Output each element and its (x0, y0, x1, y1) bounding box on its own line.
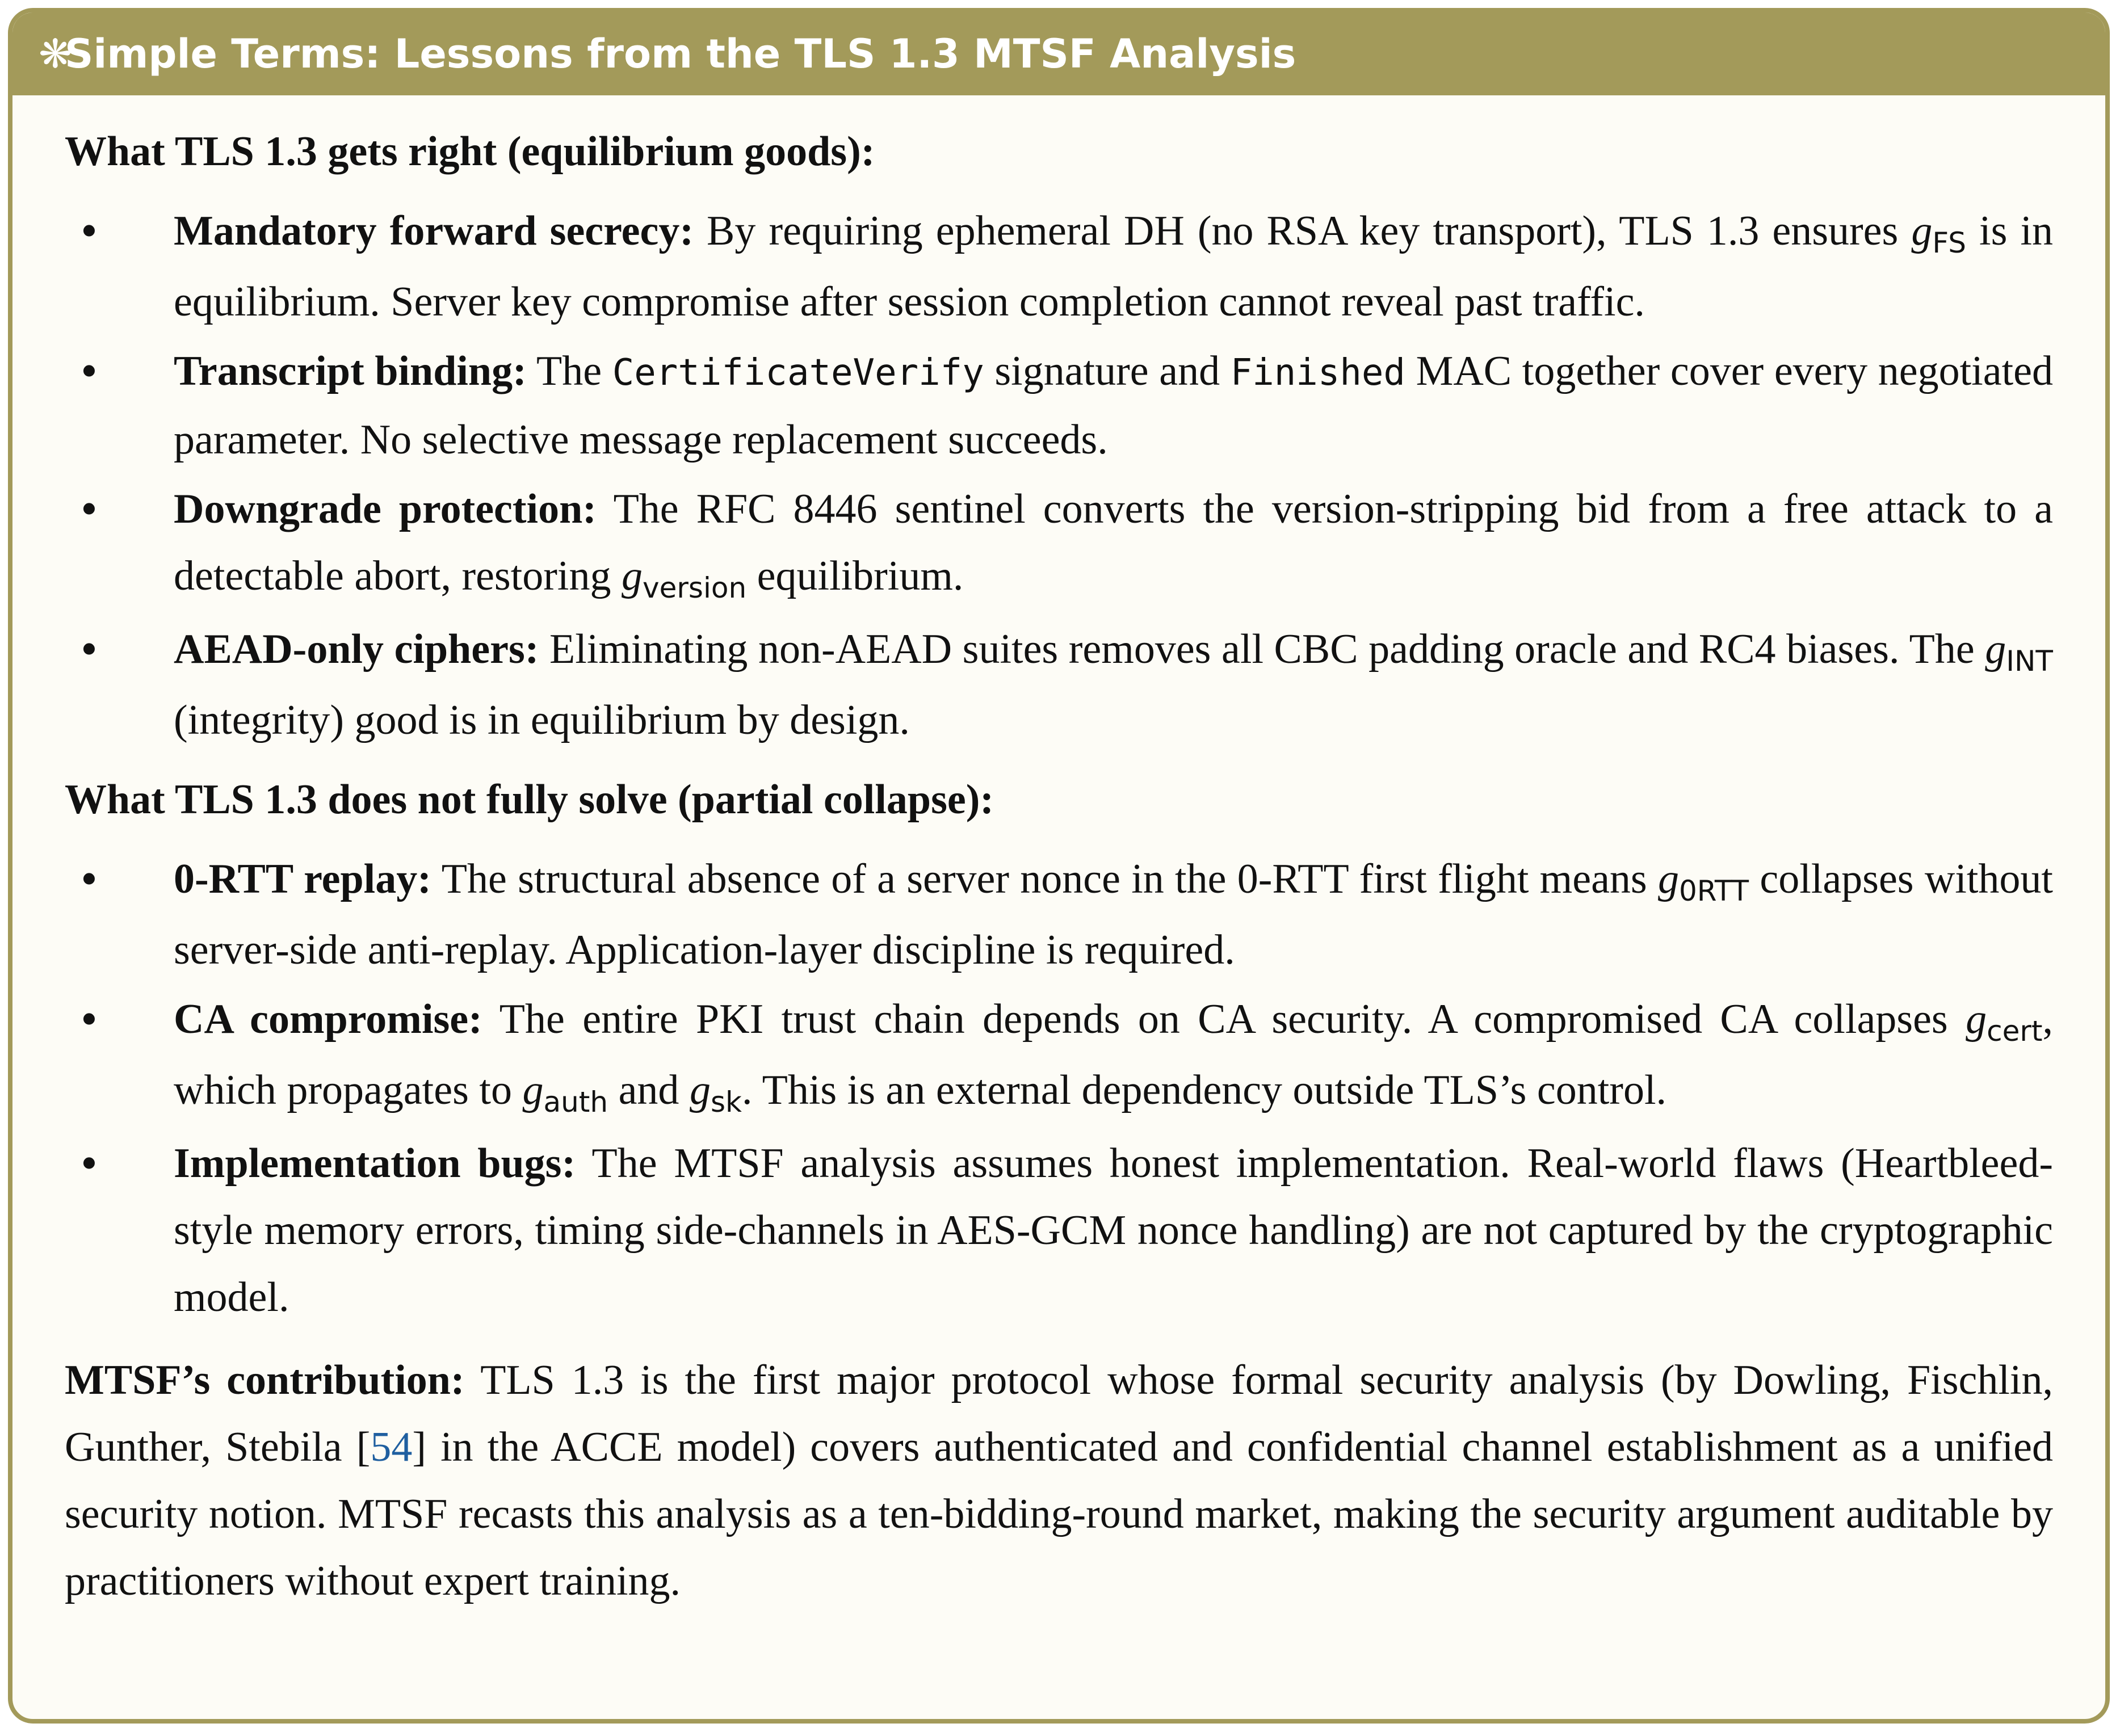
item-text: By requiring ephemeral DH (no RSA key transport), TLS 1.3 ensures (694, 208, 1912, 254)
item-text: equilibrium. (746, 553, 964, 599)
list-item (65, 616, 2053, 754)
math-g: g (1966, 996, 1987, 1043)
math-subscript: auth (543, 1086, 608, 1119)
math-subscript: cert (1987, 1015, 2043, 1048)
equilibrium-goods-list (65, 197, 2053, 754)
item-text: collapses without server-side anti-replay. Application-layer discipline is required. (174, 856, 2053, 973)
code-finished: Finished (1230, 352, 1405, 394)
contribution-term: MTSF’s contribution: (65, 1357, 465, 1403)
math-g: g (1985, 626, 2006, 672)
item-text: Eliminating non-AEAD suites removes all CBC padding oracle and RC4 biases. The (539, 626, 1985, 672)
item-text: and (608, 1067, 690, 1113)
item-text: The (526, 348, 612, 394)
math-g: g (622, 553, 643, 599)
item-term: Mandatory forward secrecy: (174, 208, 694, 254)
math-subscript: version (643, 571, 747, 604)
bullet-icon: • (82, 996, 96, 1043)
math-subscript: INT (2006, 645, 2053, 678)
item-term: CA compromise: (174, 996, 482, 1043)
item-text: The entire PKI trust chain depends on CA security. A compromised CA collapses (482, 996, 1966, 1043)
item-text: MAC together cover every negotiated parameter. No selective message replacement succeeds. (174, 348, 2053, 463)
simple-terms-box (8, 8, 2110, 1724)
item-text: The MTSF analysis assumes honest implementation. Real-world flaws (Heartbleed-style memory errors, timing side-channels in AES-GCM nonce handling) are not captured by the cryptographic model. (174, 1140, 2053, 1321)
partial-collapse-list (65, 846, 2053, 1331)
item-term: Implementation bugs: (174, 1140, 576, 1187)
box-title: Simple Terms: Lessons from the TLS 1.3 MTSF Analysis (65, 31, 1296, 77)
list-item (65, 1130, 2053, 1331)
item-text: signature and (984, 348, 1231, 394)
paragraph-text: TLS 1.3 is the first major protocol whose formal security analysis (by Dowling, Fischlin, Gunther, Stebila [ (65, 1357, 2053, 1470)
math-g: g (689, 1067, 711, 1113)
math-g: g (1657, 856, 1679, 902)
math-g: g (522, 1067, 544, 1113)
paragraph-text: ] in the ACCE model) covers authenticated and confidential channel establishment as a unified security notion. MTSF recasts this analysis as a ten-bidding-round market, making the security argument auditable by practitioners without expert training. (65, 1424, 2053, 1604)
item-text: . This is an external dependency outside TLS’s control. (741, 1067, 1667, 1113)
contribution-paragraph (65, 1347, 2053, 1615)
section-heading-partial-collapse: What TLS 1.3 does not fully solve (partial collapse): (65, 776, 994, 823)
bullet-icon: • (82, 208, 96, 254)
bullet-icon: • (82, 626, 96, 672)
item-term: AEAD-only ciphers: (174, 626, 539, 672)
box-content (12, 95, 2105, 1615)
asterisk-icon: ❋ (39, 31, 72, 77)
box-title-bar (12, 12, 2105, 95)
section-heading-equilibrium-goods: What TLS 1.3 gets right (equilibrium goods): (65, 128, 875, 175)
bullet-icon: • (82, 486, 96, 532)
item-text: , which propagates to (174, 996, 2054, 1113)
item-text: The structural absence of a server nonce in the 0-RTT first flight means (431, 856, 1658, 902)
math-subscript: FS (1932, 226, 1966, 259)
item-term: 0-RTT replay: (174, 856, 431, 902)
math-subscript: 0RTT (1678, 875, 1749, 907)
bullet-icon: • (82, 856, 96, 902)
bullet-icon: • (82, 1140, 96, 1187)
item-text: is in equilibrium. Server key compromise after session completion cannot reveal past traffic. (174, 208, 2054, 325)
list-item (65, 476, 2053, 613)
item-term: Transcript binding: (174, 348, 527, 394)
citation-link[interactable]: 54 (370, 1424, 413, 1470)
math-g: g (1911, 208, 1933, 254)
bullet-icon: • (82, 348, 96, 394)
list-item (65, 338, 2053, 473)
math-subscript: sk (710, 1086, 742, 1119)
list-item (65, 197, 2053, 335)
item-term: Downgrade protection: (174, 486, 597, 532)
code-certificateverify: CertificateVerify (612, 352, 984, 394)
list-item (65, 846, 2053, 983)
item-text: (integrity) good is in equilibrium by design. (174, 697, 910, 743)
list-item (65, 986, 2053, 1128)
item-text: The RFC 8446 sentinel converts the version-stripping bid from a free attack to a detectable abort, restoring (174, 486, 2053, 599)
